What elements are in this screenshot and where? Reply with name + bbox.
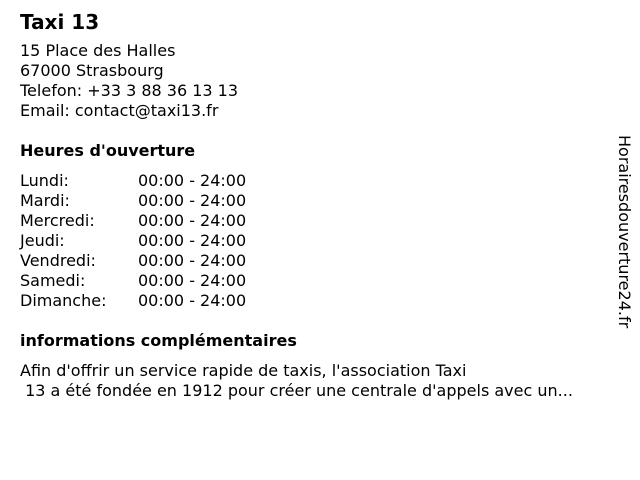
time-range: 00:00 - 24:00 (138, 291, 247, 310)
time-range: 00:00 - 24:00 (138, 251, 247, 270)
additional-info-heading: informations complémentaires (20, 331, 297, 350)
day-label: Lundi: (20, 171, 69, 190)
address-city: 67000 Strasbourg (20, 61, 164, 80)
site-watermark: Horairesdouverture24.fr (615, 135, 634, 329)
time-range: 00:00 - 24:00 (138, 191, 247, 210)
time-range: 00:00 - 24:00 (138, 231, 247, 250)
address-street: 15 Place des Halles (20, 41, 176, 60)
hours-row-friday (20, 251, 610, 271)
hours-row-sunday (20, 291, 610, 311)
hours-row-saturday (20, 271, 610, 291)
time-range: 00:00 - 24:00 (138, 171, 247, 190)
day-label: Jeudi: (20, 231, 65, 250)
hours-row-monday (20, 171, 610, 191)
hours-row-tuesday (20, 191, 610, 211)
additional-info-line-1: Afin d'offrir un service rapide de taxis, l'association Taxi (20, 361, 467, 380)
additional-info-line-2: 13 a été fondée en 1912 pour créer une centrale d'appels avec un... (20, 381, 573, 400)
hours-row-wednesday (20, 211, 610, 231)
day-label: Dimanche: (20, 291, 107, 310)
email-address[interactable]: Email: contact@taxi13.fr (20, 101, 219, 120)
day-label: Mardi: (20, 191, 70, 210)
business-name: Taxi 13 (20, 10, 100, 34)
opening-hours-heading: Heures d'ouverture (20, 141, 196, 160)
phone-number[interactable]: Telefon: +33 3 88 36 13 13 (20, 81, 239, 100)
hours-row-thursday (20, 231, 610, 251)
business-card (20, 10, 610, 401)
time-range: 00:00 - 24:00 (138, 271, 247, 290)
day-label: Mercredi: (20, 211, 95, 230)
day-label: Vendredi: (20, 251, 96, 270)
time-range: 00:00 - 24:00 (138, 211, 247, 230)
opening-hours-list (20, 171, 610, 311)
day-label: Samedi: (20, 271, 86, 290)
